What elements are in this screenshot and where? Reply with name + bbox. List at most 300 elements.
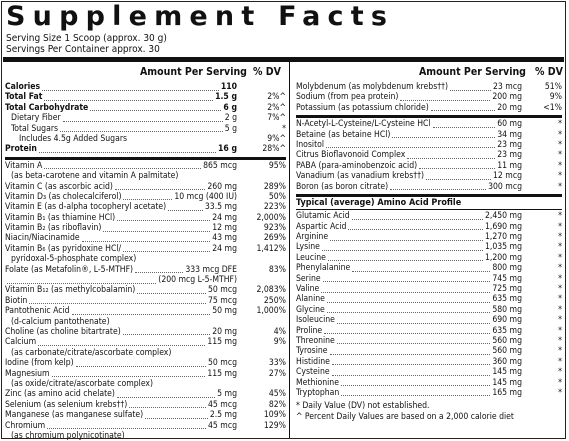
daily-value: 109% [263, 410, 286, 421]
daily-value: * [558, 304, 562, 315]
leader-dots [337, 315, 490, 324]
nutrient-name: Glutamic Acid [296, 211, 350, 222]
daily-value: 50% [268, 191, 286, 202]
leader-dots [44, 92, 213, 101]
daily-value: * [558, 315, 562, 326]
row-divider [296, 115, 562, 118]
nutrient-row [5, 192, 286, 202]
nutrient-amount: 635 mg [492, 294, 522, 305]
daily-value: * [558, 284, 562, 295]
nutrient-row [296, 326, 562, 336]
leader-dots [44, 161, 201, 170]
nutrient-row [296, 232, 562, 242]
nutrient-row [5, 103, 286, 113]
nutrient-name: Molybdenum (as molybdenum krebs††) [296, 82, 448, 92]
nutrient-amount: 20 mg [212, 326, 237, 337]
leader-dots [115, 182, 205, 191]
daily-value: 269% [263, 233, 286, 244]
leader-dots [90, 103, 221, 112]
leader-dots [390, 182, 486, 191]
leader-dots [129, 400, 206, 409]
row-divider [5, 157, 286, 160]
daily-value: * [558, 232, 562, 243]
leader-dots [38, 337, 205, 346]
nutrient-row [5, 431, 286, 441]
nutrient-row [5, 244, 286, 254]
nutrient-amount: 45 mcg [208, 399, 237, 410]
daily-value: 95% [268, 160, 286, 171]
daily-value: * [558, 335, 562, 346]
leader-dots [400, 92, 490, 101]
leader-dots [426, 171, 491, 180]
nutrient-amount: 2.5 mg [209, 410, 237, 421]
nutrient-row [296, 82, 562, 92]
nutrient-row [5, 389, 286, 399]
nutrient-name: Proline [296, 325, 323, 336]
nutrient-amount: 12 mg [212, 223, 237, 234]
daily-value: * [558, 377, 562, 388]
nutrient-name: Serine [296, 273, 321, 284]
nutrient-name: Vitamin A [5, 160, 43, 171]
nutrient-row [296, 274, 562, 284]
nutrient-amount: 1,270 mg [484, 232, 522, 243]
nutrient-amount: 5 g [224, 123, 237, 134]
nutrient-name: (as carbonate/citrate/ascorbate complex) [11, 347, 172, 358]
nutrient-name: pyridoxal-5-phosphate complex) [11, 254, 137, 265]
leader-dots [352, 211, 483, 220]
nutrient-name: (as chromium polynicotinate) [11, 430, 125, 441]
nutrient-row [5, 400, 286, 410]
nutrient-amount: 50 mcg [208, 358, 237, 369]
nutrient-row [296, 305, 562, 315]
nutrient-row [296, 315, 562, 325]
nutrient-name: Vitamin B₆ (as pyridoxine HCl/ [5, 243, 122, 254]
panel-title: Supplement Facts [6, 1, 395, 32]
nutrient-row [5, 254, 286, 264]
nutrient-row [5, 161, 286, 171]
nutrient-name: Betaine (as betaine HCl) [296, 129, 391, 140]
nutrient-name: Glycine [296, 304, 325, 315]
nutrient-row [296, 140, 562, 150]
nutrient-amount: 1.5 g [215, 92, 237, 103]
nutrient-row [5, 410, 286, 420]
daily-value: 9% [273, 337, 286, 348]
nutrient-name: Vanadium (as vanadium krebs††) [296, 171, 424, 182]
row-divider [296, 194, 562, 197]
nutrient-amount: 560 mg [492, 346, 522, 357]
daily-value: * [558, 356, 562, 367]
nutrient-name: Selenium (as selenium krebs††) [5, 399, 128, 410]
nutrient-name: Tyrosine [296, 346, 328, 357]
leader-dots [433, 119, 495, 128]
daily-value: 129% [263, 420, 286, 431]
nutrient-row [296, 242, 562, 252]
daily-value: 1,000% [256, 306, 286, 317]
nutrient-name: Vitamin C (as ascorbic acid) [5, 181, 113, 192]
nutrient-name: (as beta-carotene and vitamin A palmitate) [11, 171, 179, 182]
nutrient-row [5, 337, 286, 347]
nutrient-row [296, 182, 562, 192]
nutrient-row [296, 92, 562, 102]
nutrient-row [5, 327, 286, 337]
nutrient-amount: 23 mcg [493, 82, 522, 92]
nutrient-name: Includes 4.5g Added Sugars [19, 133, 128, 144]
leader-dots [330, 346, 490, 355]
daily-value: * [558, 211, 562, 222]
right-nutrient-column [296, 82, 562, 398]
daily-value: 33% [268, 358, 286, 369]
nutrient-row [5, 275, 286, 285]
nutrient-row [296, 378, 562, 388]
servings-per-container: Servings Per Container approx. 30 [6, 44, 160, 55]
column-divider [289, 62, 290, 438]
nutrient-amount: 110 [220, 82, 237, 92]
leader-dots [103, 223, 210, 232]
nutrient-row [5, 182, 286, 192]
nutrient-amount: 360 mg [492, 356, 522, 367]
daily-value: 2%^ [267, 92, 286, 103]
nutrient-row [5, 92, 286, 102]
daily-value: * [558, 242, 562, 253]
nutrient-name: Tryptophan [296, 387, 340, 398]
leader-dots [168, 202, 203, 211]
nutrient-row [296, 103, 562, 113]
nutrient-amount: 11 mg [497, 160, 522, 171]
nutrient-row [296, 211, 562, 221]
daily-value: 83% [268, 264, 286, 275]
nutrient-name: Sodium (from pea protein) [296, 92, 399, 103]
daily-value: * [282, 123, 286, 134]
leader-dots [117, 213, 210, 222]
nutrient-row [5, 379, 286, 389]
nutrient-amount: 43 mg [212, 233, 237, 244]
nutrient-row [5, 317, 286, 327]
nutrient-amount: 5 mg [217, 389, 237, 400]
daily-value: * [558, 150, 562, 161]
nutrient-name: (d-calcium pantothenate) [11, 316, 110, 327]
daily-value: * [558, 346, 562, 357]
nutrient-amount: 1,200 mg [484, 252, 522, 263]
nutrient-row [5, 358, 286, 368]
leader-dots [123, 244, 210, 253]
leader-dots [327, 294, 490, 303]
daily-value: 27% [268, 368, 286, 379]
nutrient-amount: 60 mg [497, 119, 522, 130]
daily-value: 250% [263, 295, 286, 306]
nutrient-name: Zinc (as amino acid chelate) [5, 389, 115, 400]
nutrient-row [296, 119, 562, 129]
daily-value: * [558, 325, 562, 336]
amino-acid-profile-heading: Typical (average) Amino Acid Profile [296, 197, 462, 208]
nutrient-name: PABA (para-aminobenzoic acid) [296, 160, 418, 171]
leader-dots [47, 421, 206, 430]
nutrient-name: Inositol [296, 139, 324, 150]
nutrient-name: (as oxide/citrate/ascorbate complex) [11, 378, 154, 389]
nutrient-name: Choline (as choline bitartrate) [5, 326, 121, 337]
nutrient-name: Folate (as Metafolin®, L-5-MTHF) [5, 264, 134, 275]
nutrient-name: Niacin/Niacinamide [5, 233, 80, 244]
nutrient-name: Aspartic Acid [296, 221, 347, 232]
daily-value: * [558, 181, 562, 192]
leader-dots [76, 358, 206, 367]
nutrient-amount: 33.5 mg [204, 202, 237, 213]
nutrient-row [296, 284, 562, 294]
leader-dots [60, 124, 223, 133]
nutrient-row [5, 223, 286, 233]
nutrient-amount: 34 mg [497, 129, 522, 140]
leader-dots [82, 233, 210, 242]
nutrient-row [296, 357, 562, 367]
nutrient-amount: 580 mg [492, 304, 522, 315]
left-dv-header: % DV [253, 66, 281, 78]
daily-value: * [558, 387, 562, 398]
leader-dots [450, 82, 491, 91]
nutrient-amount: 725 mg [492, 284, 522, 295]
daily-value: <1% [543, 102, 562, 113]
daily-value: 7%^ [267, 113, 286, 124]
nutrient-name: Vitamin E (as d-alpha tocopheryl acetate) [5, 202, 167, 213]
nutrient-amount: 800 mg [492, 263, 522, 274]
nutrient-name: Citrus Bioflavonoid Complex [296, 150, 406, 161]
daily-value: * [558, 119, 562, 130]
leader-dots [407, 150, 495, 159]
nutrient-name: Isoleucine [296, 315, 335, 326]
leader-dots [330, 232, 483, 241]
nutrient-name: Iodine (from kelp) [5, 358, 74, 369]
daily-value: 82% [268, 399, 286, 410]
nutrient-name: Calories [5, 82, 41, 92]
nutrient-amount: 1,690 mg [484, 221, 522, 232]
nutrient-name: Chromium [5, 420, 46, 431]
nutrient-amount: 300 mcg [488, 181, 522, 192]
leader-dots [123, 327, 210, 336]
leader-dots [42, 82, 219, 91]
nutrient-row [296, 150, 562, 160]
leader-dots [117, 389, 215, 398]
nutrient-row [296, 161, 562, 171]
nutrient-amount: 10 mcg (400 IU) [174, 191, 237, 202]
leader-dots [52, 369, 205, 378]
left-amount-header: Amount Per Serving [140, 66, 247, 78]
nutrient-name: Lysine [296, 242, 320, 253]
nutrient-amount: 50 mcg [208, 285, 237, 296]
nutrient-amount: 200 mg [492, 92, 522, 103]
leader-dots [322, 242, 483, 251]
leader-dots [324, 326, 490, 335]
nutrient-amount: 12 mcg [493, 171, 522, 182]
daily-value: 9%^ [267, 133, 286, 144]
nutrient-row [5, 421, 286, 431]
daily-value: 2,083% [256, 285, 286, 296]
nutrient-amount: 2 g [224, 113, 237, 124]
nutrient-row [5, 233, 286, 243]
nutrient-amount: 23 mg [497, 139, 522, 150]
leader-dots [7, 275, 156, 284]
leader-dots [327, 305, 490, 314]
leader-dots [326, 140, 495, 149]
leader-dots [145, 410, 208, 419]
nutrient-amount: 6 g [223, 102, 237, 113]
nutrient-name: Manganese (as manganese sulfate) [5, 410, 144, 421]
leader-dots [348, 222, 483, 231]
nutrient-row [5, 306, 286, 316]
leader-dots [72, 306, 210, 315]
nutrient-amount: 1,035 mg [484, 242, 522, 253]
nutrient-name: Magnesium [5, 368, 50, 379]
nutrient-name: Dietary Fiber [11, 113, 61, 124]
daily-value: * [558, 221, 562, 232]
right-dv-header: % DV [535, 66, 563, 78]
nutrient-amount: 690 mg [492, 315, 522, 326]
nutrient-row [5, 144, 286, 154]
leader-dots [63, 113, 223, 122]
leader-dots [123, 192, 172, 201]
leader-dots [321, 284, 490, 293]
nutrient-amount: 865 mcg [203, 160, 237, 171]
daily-value: 923% [263, 223, 286, 234]
nutrient-row [296, 336, 562, 346]
nutrient-name: Leucine [296, 252, 326, 263]
row-divider [296, 209, 562, 210]
nutrient-amount: 23 mg [497, 150, 522, 161]
nutrient-row [5, 285, 286, 295]
nutrient-name: Cysteine [296, 367, 330, 378]
nutrient-name: Vitamin D₃ (as cholecalciferol) [5, 191, 122, 202]
nutrient-name: Alanine [296, 294, 325, 305]
daily-value: * [558, 367, 562, 378]
nutrient-row [296, 130, 562, 140]
nutrient-amount: 16 g [218, 144, 237, 155]
nutrient-name: Biotin [5, 295, 28, 306]
nutrient-name: N-Acetyl-L-Cysteine/L-Cysteine HCl [296, 119, 431, 130]
daily-value: * [558, 273, 562, 284]
nutrient-amount: 145 mg [492, 367, 522, 378]
leader-dots [341, 388, 490, 397]
nutrient-row [5, 171, 286, 181]
nutrient-row [5, 348, 286, 358]
right-amount-header: Amount Per Serving [419, 66, 526, 78]
nutrient-amount: 165 mg [492, 387, 522, 398]
nutrient-amount: 333 mcg DFE [185, 264, 237, 275]
nutrient-row [296, 346, 562, 356]
daily-value: 51% [544, 82, 562, 92]
footnote-dv: * Daily Value (DV) not established. [296, 401, 430, 411]
daily-value: * [558, 294, 562, 305]
nutrient-row [5, 265, 286, 275]
daily-value: 223% [263, 202, 286, 213]
serving-size: Serving Size 1 Scoop (approx. 30 g) [6, 33, 167, 44]
nutrient-row [296, 253, 562, 263]
nutrient-amount: 115 mg [207, 368, 237, 379]
daily-value: * [558, 129, 562, 140]
nutrient-row [296, 388, 562, 398]
leader-dots [352, 263, 490, 272]
nutrient-row [5, 296, 286, 306]
leader-dots [341, 378, 490, 387]
nutrient-amount: 24 mg [212, 243, 237, 254]
nutrient-name: Potassium (as potassium chloride) [296, 102, 429, 113]
leader-dots [419, 161, 495, 170]
daily-value: 9% [549, 92, 562, 103]
leader-dots [135, 265, 183, 274]
nutrient-amount: 20 mg [497, 102, 522, 113]
leader-dots [332, 367, 490, 376]
nutrient-row [296, 294, 562, 304]
nutrient-row [5, 213, 286, 223]
daily-value: 45% [268, 389, 286, 400]
daily-value: 289% [263, 181, 286, 192]
left-nutrient-column [5, 82, 286, 441]
nutrient-name: Threonine [296, 335, 335, 346]
nutrient-row [296, 367, 562, 377]
nutrient-amount: 745 mg [492, 273, 522, 284]
leader-dots [392, 130, 495, 139]
footnote-calorie: ^ Percent Daily Values are based on a 2,000 calorie diet [296, 412, 514, 422]
thick-divider [3, 57, 564, 62]
daily-value: 4% [273, 326, 286, 337]
nutrient-name: Histidine [296, 356, 330, 367]
nutrient-name: Total Fat [5, 92, 43, 103]
leader-dots [29, 296, 206, 305]
leader-dots [137, 285, 206, 294]
daily-value: * [558, 160, 562, 171]
nutrient-amount: 75 mcg [208, 295, 237, 306]
leader-dots [332, 357, 490, 366]
nutrient-name: Total Carbohydrate [5, 102, 89, 113]
daily-value: * [558, 263, 562, 274]
nutrient-row [296, 171, 562, 181]
daily-value: 2,000% [256, 212, 286, 223]
nutrient-amount: 115 mg [207, 337, 237, 348]
daily-value: 28%^ [262, 144, 286, 155]
nutrient-name: Valine [296, 284, 320, 295]
nutrient-name: Protein [5, 144, 37, 155]
nutrient-row [5, 369, 286, 379]
nutrient-amount: 24 mg [212, 212, 237, 223]
nutrient-name: Total Sugars [11, 123, 59, 134]
nutrient-name: Vitamin B₂ (as riboflavin) [5, 223, 102, 234]
nutrient-row [5, 124, 286, 134]
nutrient-name: Pantothenic Acid [5, 306, 70, 317]
nutrient-amount: 560 mg [492, 335, 522, 346]
nutrient-name: Phenylalanine [296, 263, 351, 274]
nutrient-row [296, 222, 562, 232]
nutrient-name: Vitamin B₁₂ (as methylcobalamin) [5, 285, 136, 296]
nutrient-row [5, 202, 286, 212]
leader-dots [328, 253, 483, 262]
daily-value: * [558, 139, 562, 150]
nutrient-row [5, 82, 286, 92]
nutrient-name: Calcium [5, 337, 37, 348]
nutrient-amount: 2,450 mg [484, 211, 522, 222]
nutrient-row [5, 134, 286, 144]
leader-dots [431, 103, 495, 112]
nutrient-name: Arginine [296, 232, 329, 243]
nutrient-amount: (200 mcg L-5-MTHF) [158, 275, 237, 286]
nutrient-amount: 45 mcg [208, 420, 237, 431]
nutrient-amount: 50 mg [212, 306, 237, 317]
daily-value: 2%^ [267, 102, 286, 113]
leader-dots [323, 274, 490, 283]
nutrient-name: Vitamin B₁ (as thiamine HCl) [5, 212, 116, 223]
nutrient-amount: 145 mg [492, 377, 522, 388]
nutrient-row [5, 113, 286, 123]
daily-value: * [558, 252, 562, 263]
daily-value: * [558, 171, 562, 182]
nutrient-row [296, 263, 562, 273]
leader-dots [39, 144, 216, 153]
nutrient-name: Boron (as boron citrate) [296, 181, 389, 192]
